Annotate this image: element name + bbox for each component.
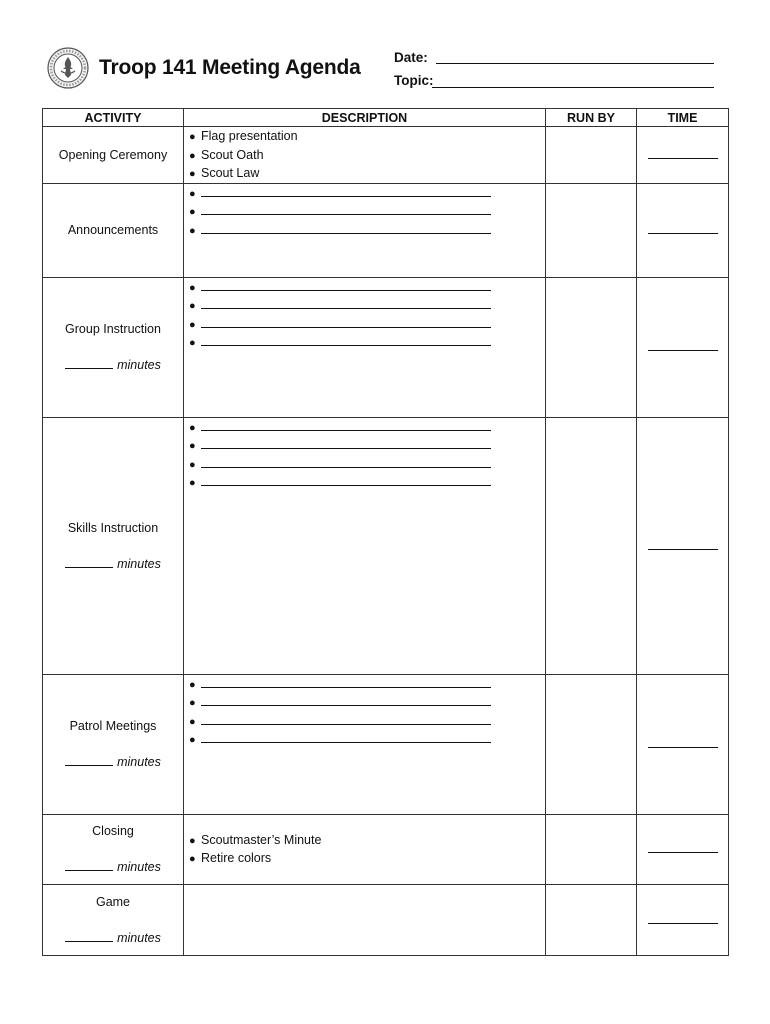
bullet-icon: ●: [189, 834, 196, 847]
date-label: Date:: [394, 50, 428, 65]
list-item: [189, 127, 545, 146]
blank-line[interactable]: [201, 421, 491, 431]
blank-line[interactable]: [201, 458, 491, 468]
list-item[interactable]: [189, 333, 545, 352]
run-by-cell[interactable]: [546, 884, 637, 955]
time-cell[interactable]: [637, 674, 729, 814]
date-blank[interactable]: [436, 63, 714, 64]
description-cell[interactable]: [184, 884, 546, 955]
table-row: [43, 814, 729, 884]
activity-name: Patrol Meetings: [69, 719, 157, 733]
minutes-field[interactable]: [43, 755, 183, 769]
blank-line[interactable]: [201, 318, 491, 328]
minutes-label: minutes: [117, 930, 161, 945]
time-blank[interactable]: [648, 226, 718, 234]
bullet-icon: ●: [189, 853, 196, 865]
blank-line[interactable]: [201, 299, 491, 309]
table-row: [43, 417, 729, 674]
activity-cell: [43, 417, 184, 674]
list-item[interactable]: [189, 418, 545, 437]
run-by-cell[interactable]: [546, 674, 637, 814]
list-item[interactable]: [189, 202, 545, 221]
bullet-icon: ●: [189, 187, 196, 200]
bullet-list: [189, 418, 545, 492]
bullet-icon: ●: [189, 697, 196, 709]
list-item-text: Flag presentation: [201, 129, 298, 143]
time-cell[interactable]: [637, 884, 729, 955]
minutes-label: minutes: [117, 755, 161, 769]
run-by-cell[interactable]: [546, 814, 637, 884]
list-item[interactable]: [189, 184, 545, 203]
bullet-list: [189, 127, 545, 183]
list-item: [189, 146, 545, 165]
table-row: [43, 277, 729, 417]
minutes-blank[interactable]: [65, 862, 113, 871]
bullet-icon: ●: [189, 440, 196, 452]
blank-line[interactable]: [201, 696, 491, 706]
list-item: [189, 849, 545, 868]
activity-cell: [43, 183, 184, 277]
bullet-icon: ●: [189, 300, 196, 312]
time-cell[interactable]: [637, 127, 729, 184]
blank-line[interactable]: [201, 281, 491, 291]
table-row: [43, 127, 729, 184]
time-blank[interactable]: [648, 740, 718, 748]
blank-line[interactable]: [201, 715, 491, 725]
list-item-text: Scout Law: [201, 166, 260, 180]
activity-name: Announcements: [67, 223, 159, 237]
minutes-blank[interactable]: [65, 360, 113, 369]
bullet-icon: ●: [189, 206, 196, 218]
bullet-list: [189, 278, 545, 352]
column-header-time: TIME: [637, 109, 729, 127]
run-by-cell[interactable]: [546, 183, 637, 277]
bullet-icon: ●: [189, 281, 196, 294]
list-item-text: Scoutmaster’s Minute: [201, 832, 322, 847]
bullet-list: [189, 184, 545, 240]
run-by-cell[interactable]: [546, 277, 637, 417]
column-header-description: DESCRIPTION: [184, 109, 546, 127]
blank-line[interactable]: [201, 187, 491, 197]
time-blank[interactable]: [648, 916, 718, 924]
bullet-icon: ●: [189, 131, 196, 143]
time-blank[interactable]: [648, 151, 718, 159]
list-item[interactable]: [189, 473, 545, 492]
bullet-icon: ●: [189, 458, 196, 471]
blank-line[interactable]: [201, 733, 491, 743]
list-item[interactable]: [189, 455, 545, 474]
time-cell[interactable]: [637, 183, 729, 277]
scout-emblem-icon: [47, 47, 89, 89]
description-cell: [184, 674, 546, 814]
bullet-icon: ●: [189, 734, 196, 746]
description-cell: [184, 814, 546, 884]
minutes-label: minutes: [117, 358, 161, 372]
column-header-activity: ACTIVITY: [43, 109, 184, 127]
list-item[interactable]: [189, 675, 545, 694]
activity-cell: [43, 127, 184, 184]
bullet-icon: ●: [189, 477, 196, 489]
bullet-icon: ●: [189, 149, 196, 162]
list-item[interactable]: [189, 436, 545, 455]
blank-line[interactable]: [201, 205, 491, 215]
table-row: [43, 183, 729, 277]
bullet-icon: ●: [189, 337, 196, 349]
time-blank[interactable]: [648, 845, 718, 853]
topic-label: Topic:: [394, 73, 434, 88]
description-cell: [184, 183, 546, 277]
minutes-label: minutes: [117, 860, 161, 874]
bullet-list: [189, 831, 545, 868]
agenda-table: [42, 108, 729, 956]
time-cell[interactable]: [637, 277, 729, 417]
activity-cell: [43, 884, 184, 955]
topic-blank[interactable]: [432, 87, 714, 88]
description-cell: [184, 277, 546, 417]
activity-name: Opening Ceremony: [58, 147, 168, 162]
list-item[interactable]: [189, 278, 545, 297]
activity-name: Skills Instruction: [67, 520, 159, 535]
minutes-blank[interactable]: [65, 559, 113, 568]
bullet-icon: ●: [189, 168, 196, 180]
topic-field: [394, 73, 434, 88]
activity-name: Closing: [92, 824, 134, 838]
activity-cell: [43, 674, 184, 814]
table-header-row: [43, 109, 729, 127]
minutes-blank[interactable]: [65, 757, 113, 766]
bullet-icon: ●: [189, 421, 196, 434]
time-cell[interactable]: [637, 814, 729, 884]
table-row: [43, 884, 729, 955]
minutes-field[interactable]: [43, 557, 183, 571]
minutes-label: minutes: [117, 556, 161, 571]
description-cell: [184, 417, 546, 674]
run-by-cell[interactable]: [546, 417, 637, 674]
list-item-text: Retire colors: [201, 851, 272, 865]
minutes-field[interactable]: [43, 931, 183, 945]
blank-line[interactable]: [201, 476, 491, 486]
date-field: [394, 50, 428, 65]
activity-cell: [43, 814, 184, 884]
blank-line[interactable]: [201, 678, 491, 688]
bullet-list: [189, 675, 545, 749]
blank-line[interactable]: [201, 224, 491, 234]
minutes-field[interactable]: [43, 358, 183, 372]
list-item[interactable]: [189, 693, 545, 712]
table-row: [43, 674, 729, 814]
list-item-text: Scout Oath: [201, 147, 264, 162]
page-title: Troop 141 Meeting Agenda: [99, 56, 361, 79]
list-item[interactable]: [189, 712, 545, 731]
list-item[interactable]: [189, 315, 545, 334]
list-item[interactable]: [189, 730, 545, 749]
activity-name: Group Instruction: [65, 322, 161, 336]
activity-cell: [43, 277, 184, 417]
run-by-cell[interactable]: [546, 127, 637, 184]
time-blank[interactable]: [648, 542, 718, 550]
time-cell[interactable]: [637, 417, 729, 674]
blank-line[interactable]: [201, 439, 491, 449]
bullet-icon: ●: [189, 224, 196, 237]
column-header-run-by: RUN BY: [546, 109, 637, 127]
list-item[interactable]: [189, 221, 545, 240]
list-item: [189, 164, 545, 183]
minutes-blank[interactable]: [65, 933, 113, 942]
activity-name: Game: [95, 894, 131, 909]
list-item[interactable]: [189, 296, 545, 315]
blank-line[interactable]: [201, 336, 491, 346]
bullet-icon: ●: [189, 678, 196, 691]
list-item: [189, 831, 545, 850]
bullet-icon: ●: [189, 318, 196, 331]
bullet-icon: ●: [189, 715, 196, 728]
minutes-field[interactable]: [43, 860, 183, 874]
time-blank[interactable]: [648, 343, 718, 351]
description-cell: [184, 127, 546, 184]
